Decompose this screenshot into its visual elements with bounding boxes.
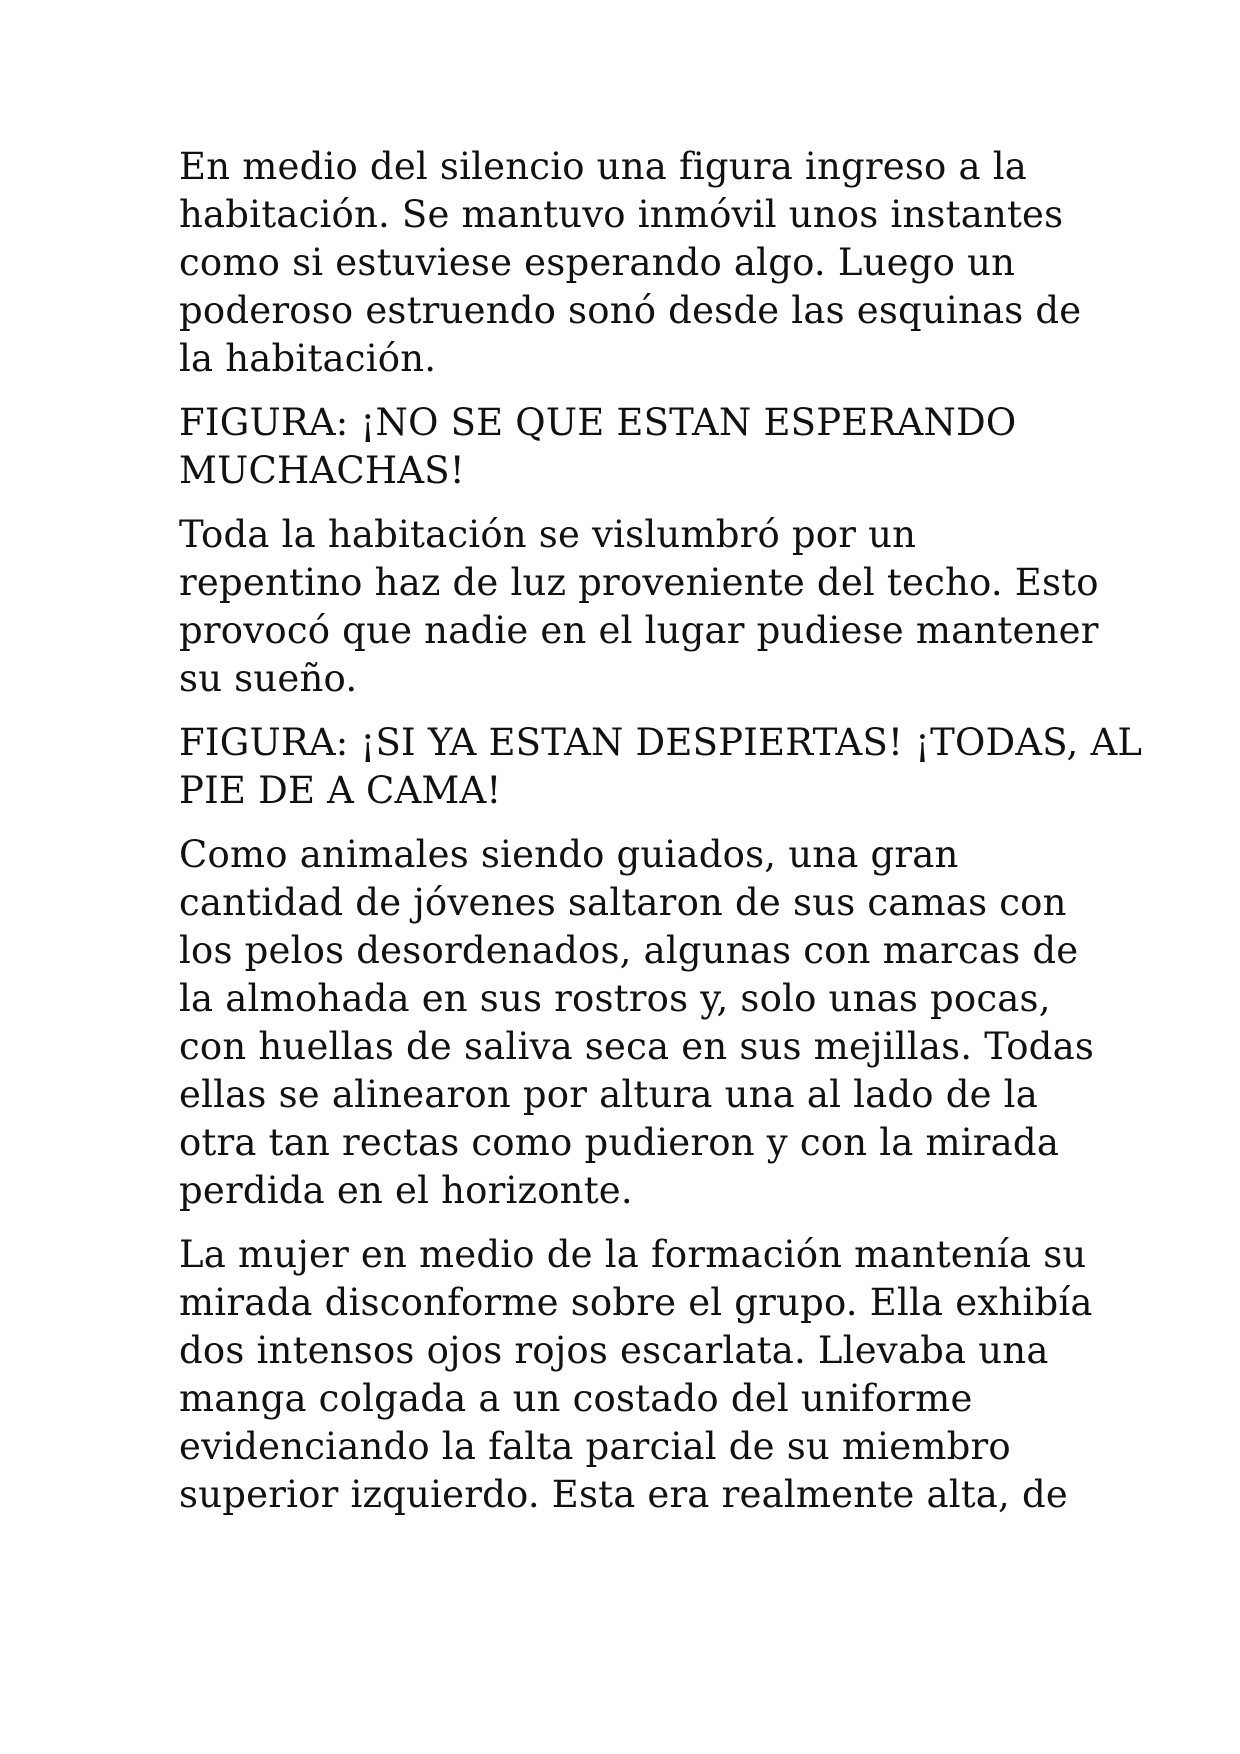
text-line: su sueño.: [179, 657, 358, 700]
narration-paragraph: [179, 831, 1095, 1215]
text-line: La mujer en medio de la formación mantenía su: [179, 1233, 1087, 1276]
text-line: MUCHACHAS!: [179, 449, 465, 492]
text-line: evidenciando la falta parcial de su miembro: [179, 1425, 1011, 1468]
narration-paragraph: [179, 511, 1099, 703]
text-line: FIGURA: ¡NO SE QUE ESTAN ESPERANDO: [179, 401, 1017, 444]
narration-paragraph: [179, 143, 1082, 383]
text-line: perdida en el horizonte.: [179, 1169, 633, 1212]
dialogue-paragraph: [179, 399, 1079, 495]
text-line: los pelos desordenados, algunas con marcas de: [179, 929, 1079, 972]
text-line: otra tan rectas como pudieron y con la mirada: [179, 1121, 1060, 1164]
text-line: con huellas de saliva seca en sus mejillas. Todas: [179, 1025, 1095, 1068]
text-line: como si estuviese esperando algo. Luego un: [179, 241, 1016, 284]
text-line: la habitación.: [179, 337, 437, 380]
text-line: provocó que nadie en el lugar pudiese mantener: [179, 609, 1099, 652]
text-line: Toda la habitación se vislumbró por un: [179, 513, 917, 556]
dialogue-paragraph: [179, 719, 1143, 815]
text-line: FIGURA: ¡SI YA ESTAN DESPIERTAS! ¡TODAS, AL: [179, 721, 1143, 764]
text-line: Como animales siendo guiados, una gran: [179, 833, 959, 876]
text-line: cantidad de jóvenes saltaron de sus camas con: [179, 881, 1067, 924]
text-line: mirada disconforme sobre el grupo. Ella exhibía: [179, 1281, 1093, 1324]
text-line: superior izquierdo. Esta era realmente alta, de: [179, 1473, 1068, 1516]
body-text: [179, 143, 1143, 1535]
narration-paragraph: [179, 1231, 1093, 1519]
text-line: PIE DE A CAMA!: [179, 769, 502, 812]
text-line: En medio del silencio una figura ingreso a la: [179, 145, 1027, 188]
text-line: manga colgada a un costado del uniforme: [179, 1377, 973, 1420]
text-line: habitación. Se mantuvo inmóvil unos instantes: [179, 193, 1064, 236]
text-line: la almohada en sus rostros y, solo unas pocas,: [179, 977, 1051, 1020]
text-line: dos intensos ojos rojos escarlata. Llevaba una: [179, 1329, 1049, 1372]
text-line: ellas se alinearon por altura una al lado de la: [179, 1073, 1038, 1116]
text-line: repentino haz de luz proveniente del techo. Esto: [179, 561, 1099, 604]
text-line: poderoso estruendo sonó desde las esquinas de: [179, 289, 1082, 332]
